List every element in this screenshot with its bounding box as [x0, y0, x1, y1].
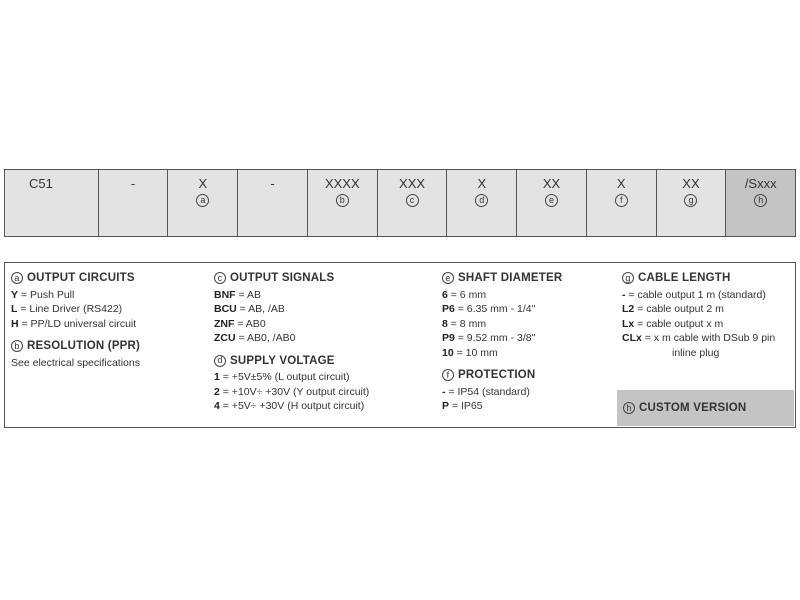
circled-letter-icon: g: [684, 194, 697, 207]
legend-column-4: [622, 271, 794, 360]
circled-letter-icon: e: [545, 194, 558, 207]
code-cell-output-signals: [378, 170, 448, 236]
legend-item: H = PP/LD universal circuit: [11, 317, 137, 330]
circled-letter-icon: d: [214, 355, 226, 367]
code-value: X: [616, 176, 626, 191]
section-title: CABLE LENGTH: [638, 272, 731, 284]
section-heading-output-signals: [214, 271, 439, 286]
circled-letter-icon: f: [615, 194, 628, 207]
section-heading-shaft-diameter: [442, 271, 612, 286]
section-heading-cable-length: [622, 271, 794, 286]
code-cell-resolution: [308, 170, 378, 236]
legend-item: 4 = +5V÷ +30V (H output circuit): [214, 400, 365, 412]
legend-item: Y = Push Pull: [11, 288, 75, 301]
legend-item: 10 = 10 mm: [442, 346, 498, 359]
section-heading-protection: [442, 368, 612, 383]
code-value: XXXX: [324, 176, 360, 191]
legend-item: L2 = cable output 2 m: [622, 303, 724, 315]
code-value: C51: [29, 176, 53, 191]
legend-item: CLx = x m cable with DSub 9 pin: [622, 332, 776, 344]
legend-item: - = cable output 1 m (standard): [622, 288, 766, 301]
custom-version-box: [617, 390, 794, 426]
code-cell-protection: [587, 170, 657, 236]
code-cell-model: [5, 170, 99, 236]
circled-letter-icon: g: [622, 272, 634, 284]
section-heading-resolution: [11, 339, 206, 354]
code-value: XX: [542, 176, 561, 191]
section-title: OUTPUT SIGNALS: [230, 272, 335, 284]
legend-item: L = Line Driver (RS422): [11, 303, 123, 315]
legend-item: Lx = cable output x m: [622, 317, 724, 330]
section-title: OUTPUT CIRCUITS: [27, 272, 135, 284]
code-cell-separator-2: [238, 170, 308, 236]
code-value: XXX: [399, 176, 426, 191]
circled-letter-icon: c: [406, 194, 419, 207]
legend-item: P6 = 6.35 mm - 1/4": [442, 303, 536, 315]
section-title: SHAFT DIAMETER: [458, 272, 563, 284]
legend-item: ZCU = AB0, /AB0: [214, 332, 296, 344]
legend-item: BNF = AB: [214, 288, 261, 301]
legend-item: 6 = 6 mm: [442, 288, 487, 301]
legend-item: P9 = 9.52 mm - 3/8": [442, 332, 536, 344]
circled-letter-icon: a: [196, 194, 209, 207]
legend-item: 2 = +10V÷ +30V (Y output circuit): [214, 385, 370, 398]
legend-item: 8 = 8 mm: [442, 317, 487, 330]
code-value: X: [198, 176, 208, 191]
legend-item-continuation: inline plug: [672, 346, 720, 359]
circled-letter-icon: b: [11, 340, 23, 352]
code-cell-output-circuit: [168, 170, 238, 236]
legend-column-3: [442, 271, 612, 414]
code-value: /Sxxx: [744, 176, 777, 191]
code-value: -: [270, 176, 275, 191]
section-heading-supply-voltage: [214, 354, 439, 369]
code-cell-supply-voltage: [447, 170, 517, 236]
section-title: PROTECTION: [458, 369, 536, 381]
legend-item: P = IP65: [442, 400, 483, 412]
circled-letter-icon: d: [475, 194, 488, 207]
code-cell-custom-version: [726, 170, 795, 236]
legend-item: BCU = AB, /AB: [214, 303, 285, 315]
code-cell-separator-1: [99, 170, 169, 236]
legend-item: See electrical specifications: [11, 356, 140, 369]
legend-column-2: [214, 271, 439, 414]
code-value: XX: [682, 176, 700, 191]
section-title: CUSTOM VERSION: [639, 402, 747, 414]
circled-letter-icon: h: [754, 194, 767, 207]
ordering-code-legend: [4, 262, 796, 428]
legend-column-1: [11, 271, 206, 370]
legend-item: - = IP54 (standard): [442, 385, 530, 398]
legend-item: ZNF = AB0: [214, 317, 266, 330]
circled-letter-icon: c: [214, 272, 226, 284]
code-value: X: [477, 176, 487, 191]
circled-letter-icon: e: [442, 272, 454, 284]
section-title: SUPPLY VOLTAGE: [230, 354, 335, 367]
circled-letter-icon: f: [442, 369, 454, 381]
code-value: -: [130, 176, 136, 191]
legend-item: 1 = +5V±5% (L output circuit): [214, 371, 350, 383]
circled-letter-icon: a: [11, 272, 23, 284]
code-cell-shaft-diameter: [517, 170, 587, 236]
code-cell-cable-length: [657, 170, 727, 236]
ordering-code-row: [4, 169, 796, 237]
section-heading-output-circuits: [11, 271, 206, 286]
circled-letter-icon: h: [623, 402, 635, 414]
section-title: RESOLUTION (PPR): [27, 340, 141, 352]
circled-letter-icon: b: [336, 194, 349, 207]
